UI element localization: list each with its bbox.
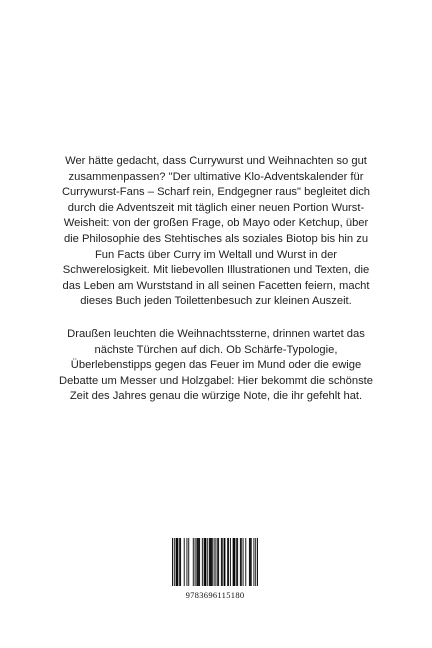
barcode-bar: [240, 538, 241, 586]
barcode-bar: [180, 538, 181, 586]
blurb-paragraph-1: Wer hätte gedacht, dass Currywurst und Weihnachten so gut zusammenpassen? "Der ultimative Klo-Adventskalender für Currywurst-Fans – Scharf rein, Endgegner raus" begleitet dich durch die Adventszeit mit täglich einer neuen Portion Wurst-Weisheit: von der großen Frage, ob Mayo oder Ketchup, über die Philosophie des Stehtisches als soziales Biotop bis hin zu Fun Facts über Curry im Weltall und Wurst in der Schwerelosigkeit. Mit liebevollen Illustrationen und Texten, die das Leben am Wurststand in all seinen Facetten feiern, macht dieses Buch jeden Toilettenbesuch zur kleinen Auszeit.: [61, 155, 371, 308]
barcode-bar: [212, 538, 213, 586]
barcode-bar: [255, 538, 256, 586]
barcode-bar: [211, 538, 212, 586]
barcode-bar: [210, 538, 211, 586]
barcode-bar: [234, 538, 235, 586]
barcode-bar: [177, 538, 178, 586]
barcode-bar: [217, 538, 218, 586]
barcode-bar: [198, 538, 199, 586]
barcode-bar: [214, 538, 215, 586]
isbn-barcode-area: [168, 533, 262, 605]
barcode-bar: [177, 538, 178, 586]
barcode-bar: [245, 538, 246, 586]
barcode-bar: [184, 538, 185, 586]
barcode-bar: [215, 538, 216, 586]
barcode-bar: [207, 538, 208, 586]
barcode-bar: [253, 538, 254, 586]
barcode-bar: [236, 538, 237, 586]
barcode-bar: [196, 538, 197, 586]
blurb-paragraph-2: Draußen leuchten die Weihnachtssterne, drinnen wartet das nächste Türchen auf dich. Ob Schärfe-Typologie, Überlebenstipps gegen das Feuer im Mund oder die ewige Debatte um Messer und Holzgabel: Hier bekommt die schönste Zeit des Jahres genau die würzige Note, die ihr gefehlt hat.: [58, 328, 374, 403]
barcode-bar: [228, 538, 229, 586]
barcode-bar: [188, 538, 189, 586]
barcode-bar: [257, 538, 258, 586]
barcode-bar: [174, 538, 175, 586]
isbn-number: 9783696115180: [185, 590, 245, 600]
barcode-bar: [234, 538, 235, 586]
barcode-bar: [186, 538, 187, 586]
barcode-graphic: [172, 538, 258, 586]
barcode-bar: [222, 538, 223, 586]
barcode-bar: [227, 538, 228, 586]
barcode-bar: [243, 538, 244, 586]
barcode-bar: [176, 538, 177, 586]
barcode-bar: [218, 538, 219, 586]
barcode-bar: [195, 538, 196, 586]
barcode-bar: [205, 538, 206, 586]
barcode-bar: [233, 538, 234, 586]
barcode-bar: [230, 538, 231, 586]
barcode-bar: [250, 538, 251, 586]
barcode-bar: [197, 538, 198, 586]
barcode-bar: [224, 538, 225, 586]
barcode-bar: [204, 538, 205, 586]
barcode-bar: [249, 538, 250, 586]
barcode-bar: [209, 538, 210, 586]
barcode-bar: [221, 538, 222, 586]
barcode-bar: [172, 538, 173, 586]
barcode-bar: [241, 538, 242, 586]
barcode-bar: [205, 538, 206, 586]
barcode-bar: [202, 538, 203, 586]
barcode-bar: [237, 538, 238, 586]
barcode-bar: [225, 538, 226, 586]
barcode-bar: [179, 538, 180, 586]
barcode-bar: [251, 538, 252, 586]
barcode-bar: [199, 538, 200, 586]
barcode-bar: [193, 538, 194, 586]
